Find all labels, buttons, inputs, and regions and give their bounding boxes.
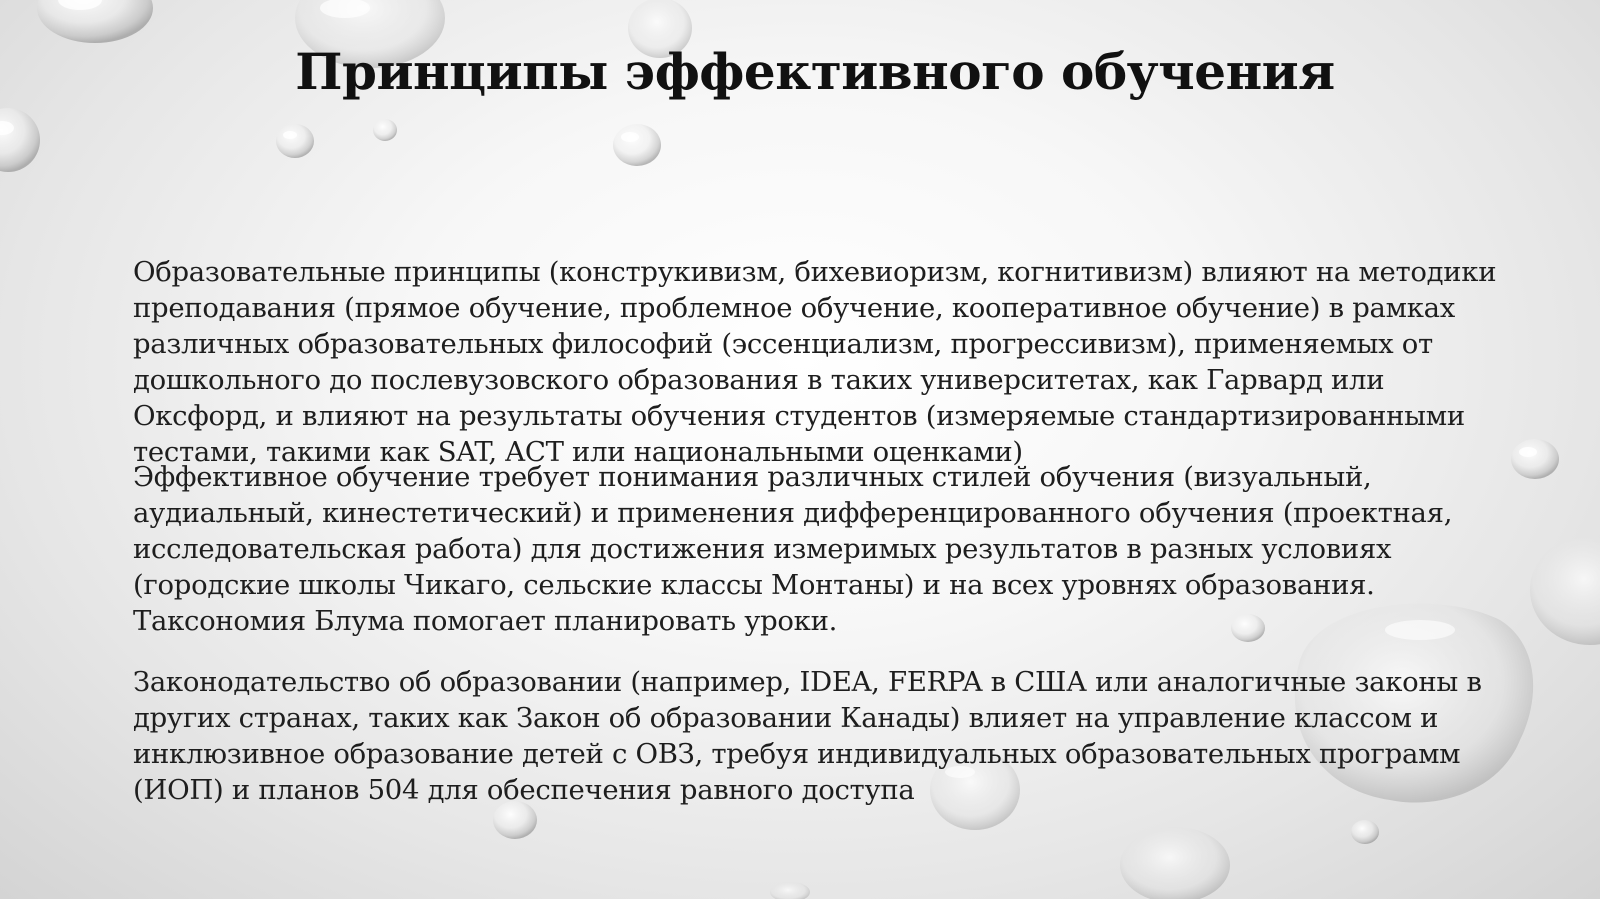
- water-drop-icon: [373, 119, 397, 141]
- water-drop-icon: [1120, 827, 1230, 899]
- water-drop-icon: [0, 108, 40, 172]
- water-drop-icon: [1351, 820, 1379, 844]
- water-drop-icon: [37, 0, 153, 43]
- water-drop-icon: [770, 882, 810, 899]
- paragraph-principles: Образовательные принципы (конструкивизм, бихевиоризм, когнитивизм) влияют на методики преподавания (прямое обучение, проблемное обучение, кооперативное обучение) в рамках различных образовательных философий (эссенциализм, прогрессивизм), применяемых от дошкольного до послевузовского образования в таких университетах, как Гарвард или Оксфорд, и влияют на результаты обучения студентов (измеряемые стандартизированными тестами, такими как SAT, ACT или национальными оценками): [133, 256, 1497, 468]
- water-drop-icon: [276, 124, 314, 158]
- paragraph-legislation: Законодательство об образовании (например, IDEA, FERPA в США или аналогичные законы в других странах, таких как Закон об образовании Канады) влияет на управление классом и инклюзивное образование детей с ОВЗ, требуя индивидуальных образовательных программ (ИОП) и планов 504 для обеспечения равного доступа: [133, 666, 1482, 806]
- water-drop-icon: [613, 124, 661, 166]
- paragraph-learning-styles: Эффективное обучение требует понимания различных стилей обучения (визуальный, аудиальный, кинестетический) и применения дифференцированного обучения (проектная, исследовательская работа) для достижения измеримых результатов в разных условиях (городские школы Чикаго, сельские классы Монтаны) и на всех уровнях образования. Таксономия Блума помогает планировать уроки.: [133, 461, 1453, 637]
- slide-title: Принципы эффективного обучения: [295, 42, 1335, 101]
- water-drop-icon: [1530, 535, 1600, 645]
